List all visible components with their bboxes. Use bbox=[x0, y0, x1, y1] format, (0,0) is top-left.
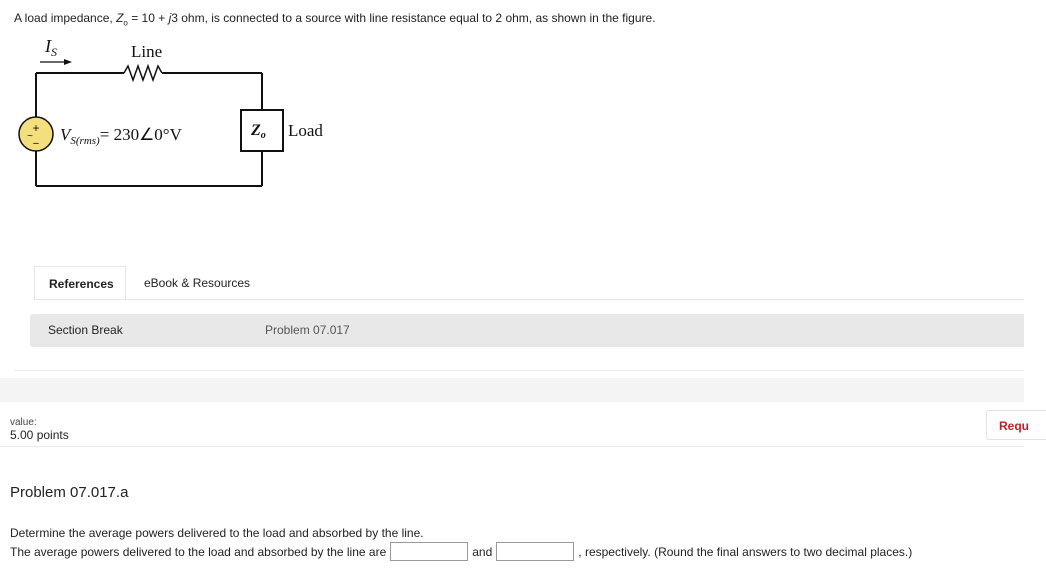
value-divider bbox=[0, 446, 1024, 447]
circuit-diagram bbox=[14, 27, 344, 208]
separator-band bbox=[0, 378, 1024, 402]
source-voltage-label: $V_{S(rms)}=$ 230∠0°V bbox=[60, 125, 182, 147]
load-power-input[interactable] bbox=[390, 542, 468, 561]
load-symbol: Zo bbox=[251, 122, 266, 141]
intro-suffix: 3 ohm, is connected to a source with line resistance equal to 2 ohm, as shown in the figure. bbox=[171, 11, 656, 25]
source-tilde: ~ bbox=[27, 131, 33, 142]
answer-and: and bbox=[472, 544, 493, 559]
intro-prefix: A load impedance, bbox=[14, 11, 117, 25]
problem-reference: Problem 07.017 bbox=[265, 323, 350, 337]
value-label: value: bbox=[10, 417, 37, 428]
section-break-label: Section Break bbox=[48, 323, 123, 337]
required-button[interactable]: Requ bbox=[986, 410, 1046, 440]
problem-intro bbox=[14, 11, 656, 27]
line-label: Line bbox=[131, 42, 163, 61]
source-plus: + bbox=[32, 121, 40, 135]
answer-suffix: , respectively. (Round the final answers to two decimal places.) bbox=[578, 544, 913, 559]
panel-divider bbox=[14, 370, 1024, 371]
impedance-subscript: o bbox=[123, 18, 128, 28]
tab-references[interactable]: References bbox=[34, 266, 126, 300]
source-minus: − bbox=[32, 138, 40, 150]
circuit-figure bbox=[14, 27, 344, 208]
answer-prefix: The average powers delivered to the load and absorbed by the line are bbox=[10, 544, 387, 559]
intro-eq: = 10 + bbox=[127, 11, 169, 25]
tab-ebook-resources[interactable]: eBook & Resources bbox=[144, 276, 251, 290]
answer-row bbox=[10, 542, 912, 561]
j-symbol: j bbox=[168, 11, 172, 25]
line-resistor bbox=[124, 66, 162, 80]
impedance-symbol: Z bbox=[116, 11, 124, 25]
current-label: $I_S$ bbox=[45, 36, 57, 59]
tab-bar bbox=[34, 266, 1024, 300]
tab-divider bbox=[34, 299, 1024, 300]
points-value: 5.00 points bbox=[10, 428, 69, 442]
section-break-bar bbox=[30, 314, 1024, 347]
current-arrow-icon bbox=[64, 59, 72, 65]
load-label: Load bbox=[288, 121, 323, 140]
line-power-input[interactable] bbox=[496, 542, 574, 561]
problem-title: Problem 07.017.a bbox=[10, 484, 129, 501]
question-text: Determine the average powers delivered to the load and absorbed by the line. bbox=[10, 526, 424, 540]
